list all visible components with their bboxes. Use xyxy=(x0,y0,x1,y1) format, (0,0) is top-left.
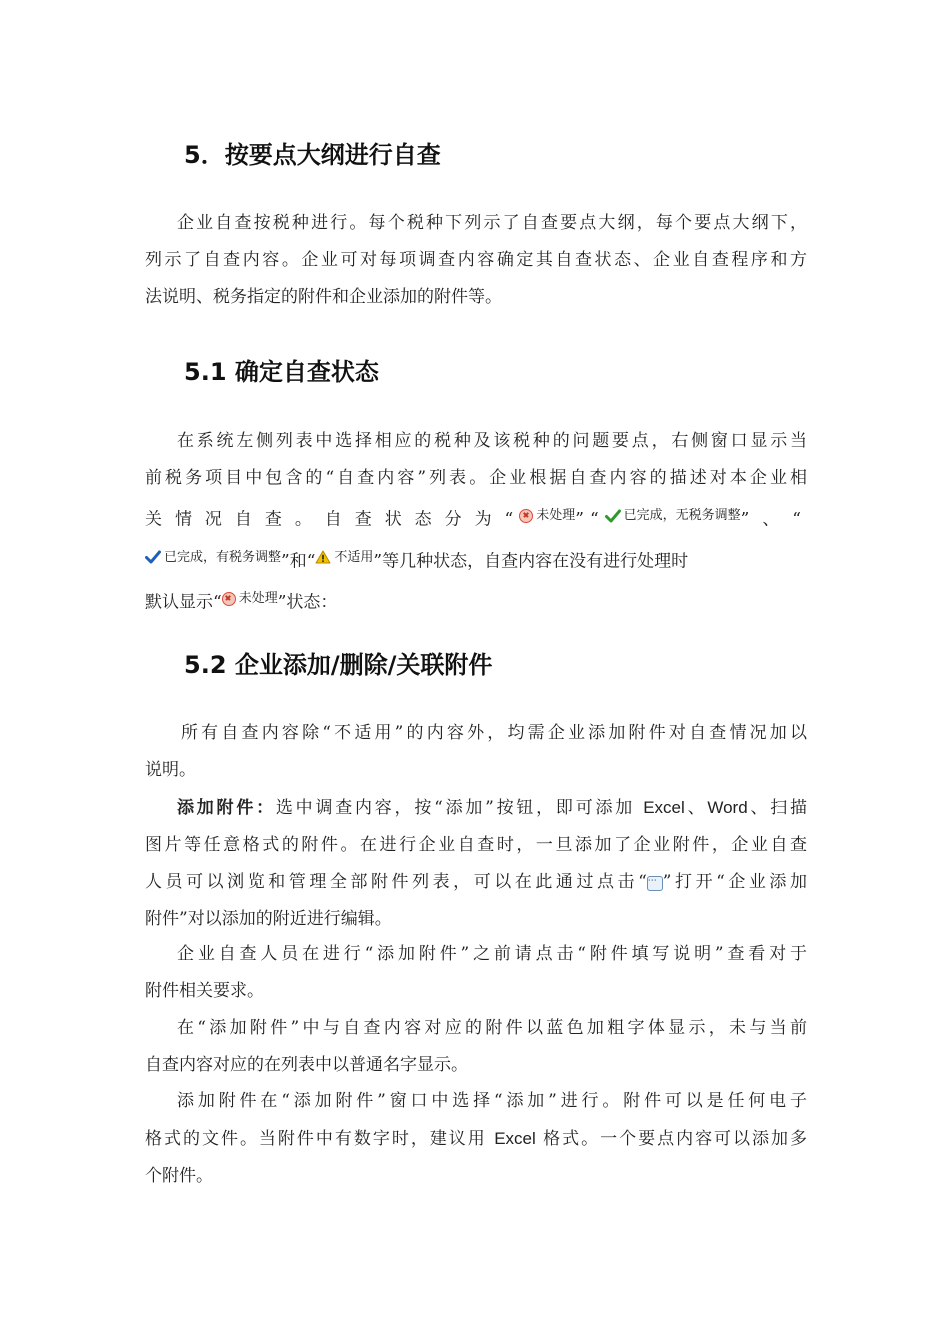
p1-line-1: 所有自查内容除“不适用”的内容外，均需企业添加附件对自查情况加以 xyxy=(181,723,807,743)
status-label: 不适用 xyxy=(334,549,374,565)
text-fragment: ”打开“企业添加 xyxy=(662,872,807,892)
section-5-2-paragraph-3 xyxy=(145,936,807,1010)
green-check-icon xyxy=(605,509,621,523)
p5-line-3: 个附件。 xyxy=(145,1166,213,1186)
p2-line-4: 附件”对以添加的附近进行编辑。 xyxy=(145,909,392,929)
p2-line-1 xyxy=(145,789,807,827)
section-5-2-paragraph-2 xyxy=(145,789,807,938)
blue-check-icon xyxy=(145,550,161,564)
status-label: 未处理 xyxy=(536,508,576,523)
p5-line-1: 添加附件在“添加附件”窗口中选择“添加”进行。附件可以是任何电子 xyxy=(177,1091,807,1111)
section-5-1-heading: 5.1 确定自查状态 xyxy=(184,358,379,386)
section-5-2-heading: 5.2 企业添加/删除/关联附件 xyxy=(184,651,493,679)
p1-line-2: 说明。 xyxy=(145,760,196,780)
text-fragment: 、 xyxy=(684,798,708,818)
section-5-1-line-1: 在系统左侧列表中选择相应的税种及该税种的问题要点，右侧窗口显示当 xyxy=(177,431,807,451)
p2-line-2: 图片等任意格式的附件。在进行企业自查时，一旦添加了企业附件，企业自查 xyxy=(145,835,807,855)
section-5-heading: 5．按要点大纲进行自查 xyxy=(184,141,441,169)
error-x-icon xyxy=(222,592,236,606)
text-fragment: Excel xyxy=(643,798,685,817)
warning-triangle-icon xyxy=(315,550,331,564)
section-5-2-paragraph-4 xyxy=(145,1010,807,1084)
status-done-no-adjust xyxy=(605,497,741,534)
text-fragment: ”“ xyxy=(575,509,605,530)
status-done-adjust xyxy=(145,539,281,576)
section-5-line-1: 企业自查按税种进行。每个税种下列示了自查要点大纲，每个要点大纲下， xyxy=(177,213,807,233)
p5-line-2 xyxy=(145,1120,807,1158)
section-5-1-line-4 xyxy=(145,539,807,581)
p2-line-3 xyxy=(145,864,807,901)
text-fragment: 人员可以浏览和管理全部附件列表，可以在此通过点击“ xyxy=(145,872,647,892)
section-5-2-paragraph-5 xyxy=(145,1083,807,1195)
section-5-1-line-3 xyxy=(145,497,807,539)
p4-line-1: 在“添加附件”中与自查内容对应的附件以蓝色加粗字体显示，未与当前 xyxy=(177,1018,807,1038)
section-5-line-2: 列示了自查内容。企业可对每项调查内容确定其自查状态、企业自查程序和方 xyxy=(145,250,807,270)
text-fragment: ”状态： xyxy=(277,592,338,613)
status-label: 已完成，无税务调整 xyxy=(623,508,741,523)
text-fragment: 格式的文件。当附件中有数字时，建议用 xyxy=(145,1129,495,1149)
text-fragment: ”等几种状态，自查内容在没有进行处理时 xyxy=(373,551,689,571)
status-unprocessed-default xyxy=(222,580,278,617)
ellipsis-button-icon[interactable]: ⋯ xyxy=(647,876,663,891)
text-fragment: 选中调查内容，按“添加”按钮，即可添加 xyxy=(275,798,644,818)
status-unprocessed xyxy=(519,497,575,534)
p4-line-2: 自查内容对应的在列表中以普通名字显示。 xyxy=(145,1055,468,1075)
p3-line-2: 附件相关要求。 xyxy=(145,981,264,1001)
text-fragment: 关情况自查。自查状态分为“ xyxy=(145,509,520,530)
section-5-paragraph xyxy=(145,205,807,316)
text-fragment: ”、“ xyxy=(740,509,807,530)
text-fragment: 默认显示“ xyxy=(145,592,222,613)
section-5-1-paragraph xyxy=(145,423,807,622)
section-5-2-paragraph-1 xyxy=(145,715,807,789)
section-5-1-line-2: 前税务项目中包含的“自查内容”列表。企业根据自查内容的描述对本企业相 xyxy=(145,468,807,488)
text-fragment: ”和“ xyxy=(281,551,316,571)
text-fragment: 、扫描 xyxy=(747,798,808,818)
section-5-line-3: 法说明、税务指定的附件和企业添加的附件等。 xyxy=(145,287,502,307)
bold-label: 添加附件： xyxy=(177,798,276,818)
text-fragment: 格式。一个要点内容可以添加多 xyxy=(535,1129,808,1149)
status-label: 已完成，有税务调整 xyxy=(164,549,282,565)
text-fragment: Excel xyxy=(494,1129,536,1148)
status-label: 未处理 xyxy=(238,591,278,606)
text-fragment: Word xyxy=(707,798,748,817)
status-not-applicable xyxy=(315,539,373,576)
p3-line-1: 企业自查人员在进行“添加附件”之前请点击“附件填写说明”查看对于 xyxy=(177,944,807,964)
error-x-icon xyxy=(519,509,533,523)
section-5-1-line-5 xyxy=(145,580,807,622)
